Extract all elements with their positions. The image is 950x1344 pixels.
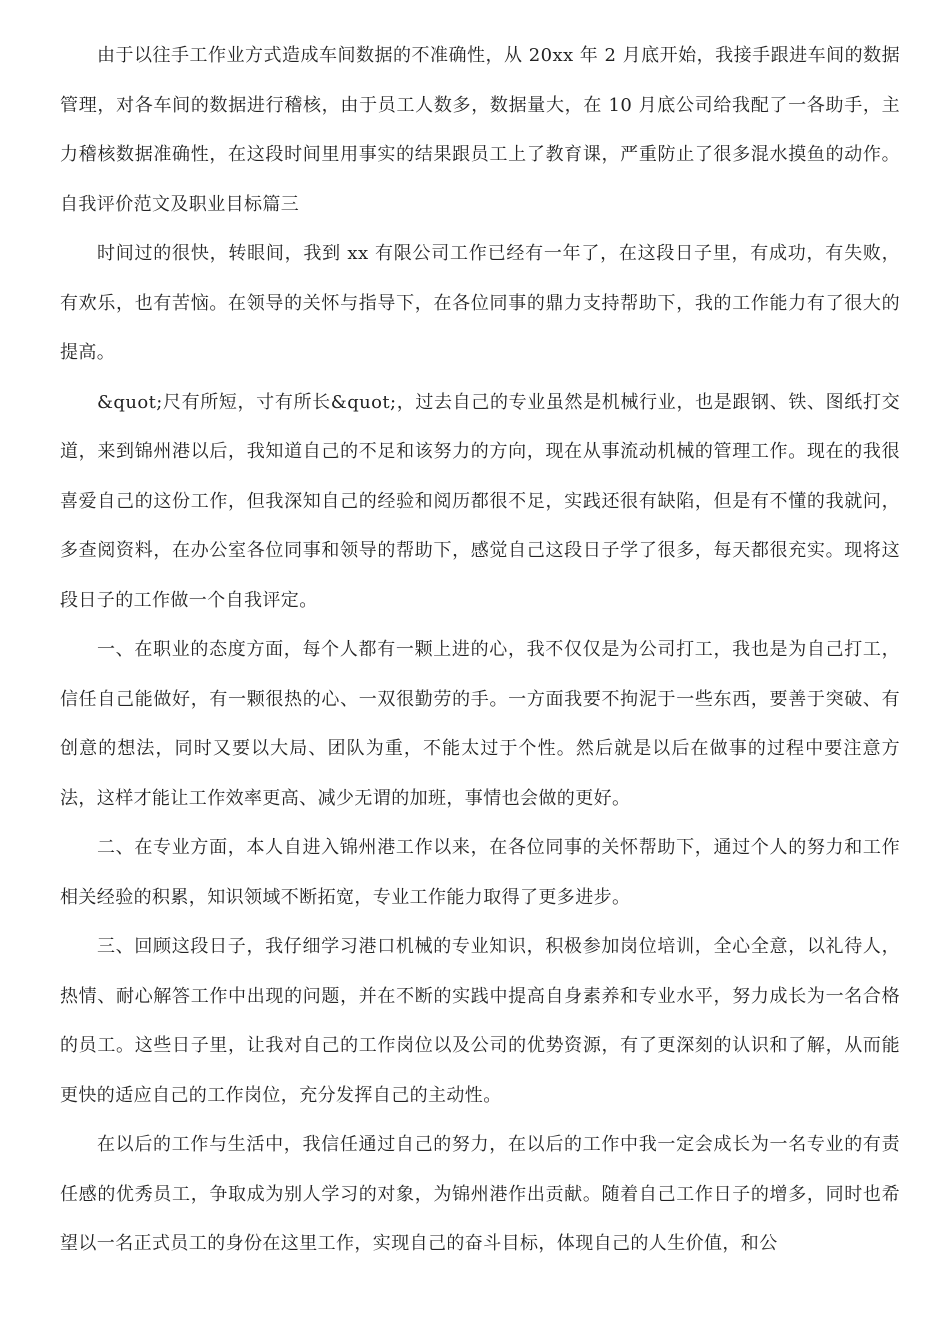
paragraph-data-management: 由于以往手工作业方式造成车间数据的不准确性，从 20xx 年 2 月底开始，我接手跟进车间的数据管理，对各车间的数据进行稽核，由于员工人数多，数据量大，在 10 月底公司给我配了一各助手，主力稽核数据准确性，在这段时间里用事实的结果跟员工上了教育课，严重防止了很多混水摸鱼的动作。自我评价范文及职业目标篇三 (60, 45, 900, 215)
paragraph-professional-growth: 二、在专业方面，本人自进入锦州港工作以来，在各位同事的关怀帮助下，通过个人的努力和工作相关经验的积累，知识领域不断拓宽，专业工作能力取得了更多进步。 (60, 837, 900, 908)
paragraph-retrospective: 三、回顾这段日子，我仔细学习港口机械的专业知识，积极参加岗位培训，全心全意，以礼待人，热情、耐心解答工作中出现的问题，并在不断的实践中提高自身素养和专业水平，努力成长为一名合格的员工。这些日子里，让我对自己的工作岗位以及公司的优势资源，有了更深刻的认识和了解，从而能更快的适应自己的工作岗位，充分发挥自己的主动性。 (60, 936, 900, 1106)
paragraph-future-goals: 在以后的工作与生活中，我信任通过自己的努力，在以后的工作中我一定会成长为一名专业的有责任感的优秀员工，争取成为别人学习的对象，为锦州港作出贡献。随着自己工作日子的增多，同时也希望以一名正式员工的身份在这里工作，实现自己的奋斗目标，体现自己的人生价值，和公 (60, 1134, 900, 1254)
paragraph-one-year-review: 时间过的很快，转眼间，我到 xx 有限公司工作已经有一年了，在这段日子里，有成功，有失败，有欢乐，也有苦恼。在领导的关怀与指导下，在各位同事的鼎力支持帮助下，我的工作能力有了很大的提高。 (60, 243, 900, 363)
document-body (60, 31, 900, 1269)
paragraph-strengths-weaknesses: &quot;尺有所短，寸有所长&quot;，过去自己的专业虽然是机械行业，也是跟钢、铁、图纸打交道，来到锦州港以后，我知道自己的不足和该努力的方向，现在从事流动机械的管理工作。现在的我很喜爱自己的这份工作，但我深知自己的经验和阅历都很不足，实践还很有缺陷，但是有不懂的我就问，多查阅资料，在办公室各位同事和领导的帮助下，感觉自己这段日子学了很多，每天都很充实。现将这段日子的工作做一个自我评定。 (60, 391, 900, 611)
paragraph-work-attitude: 一、在职业的态度方面，每个人都有一颗上进的心，我不仅仅是为公司打工，我也是为自己打工，信任自己能做好，有一颗很热的心、一双很勤劳的手。一方面我要不拘泥于一些东西，要善于突破、有创意的想法，同时又要以大局、团队为重，不能太过于个性。然后就是以后在做事的过程中要注意方法，这样才能让工作效率更高、减少无谓的加班，事情也会做的更好。 (60, 639, 900, 809)
